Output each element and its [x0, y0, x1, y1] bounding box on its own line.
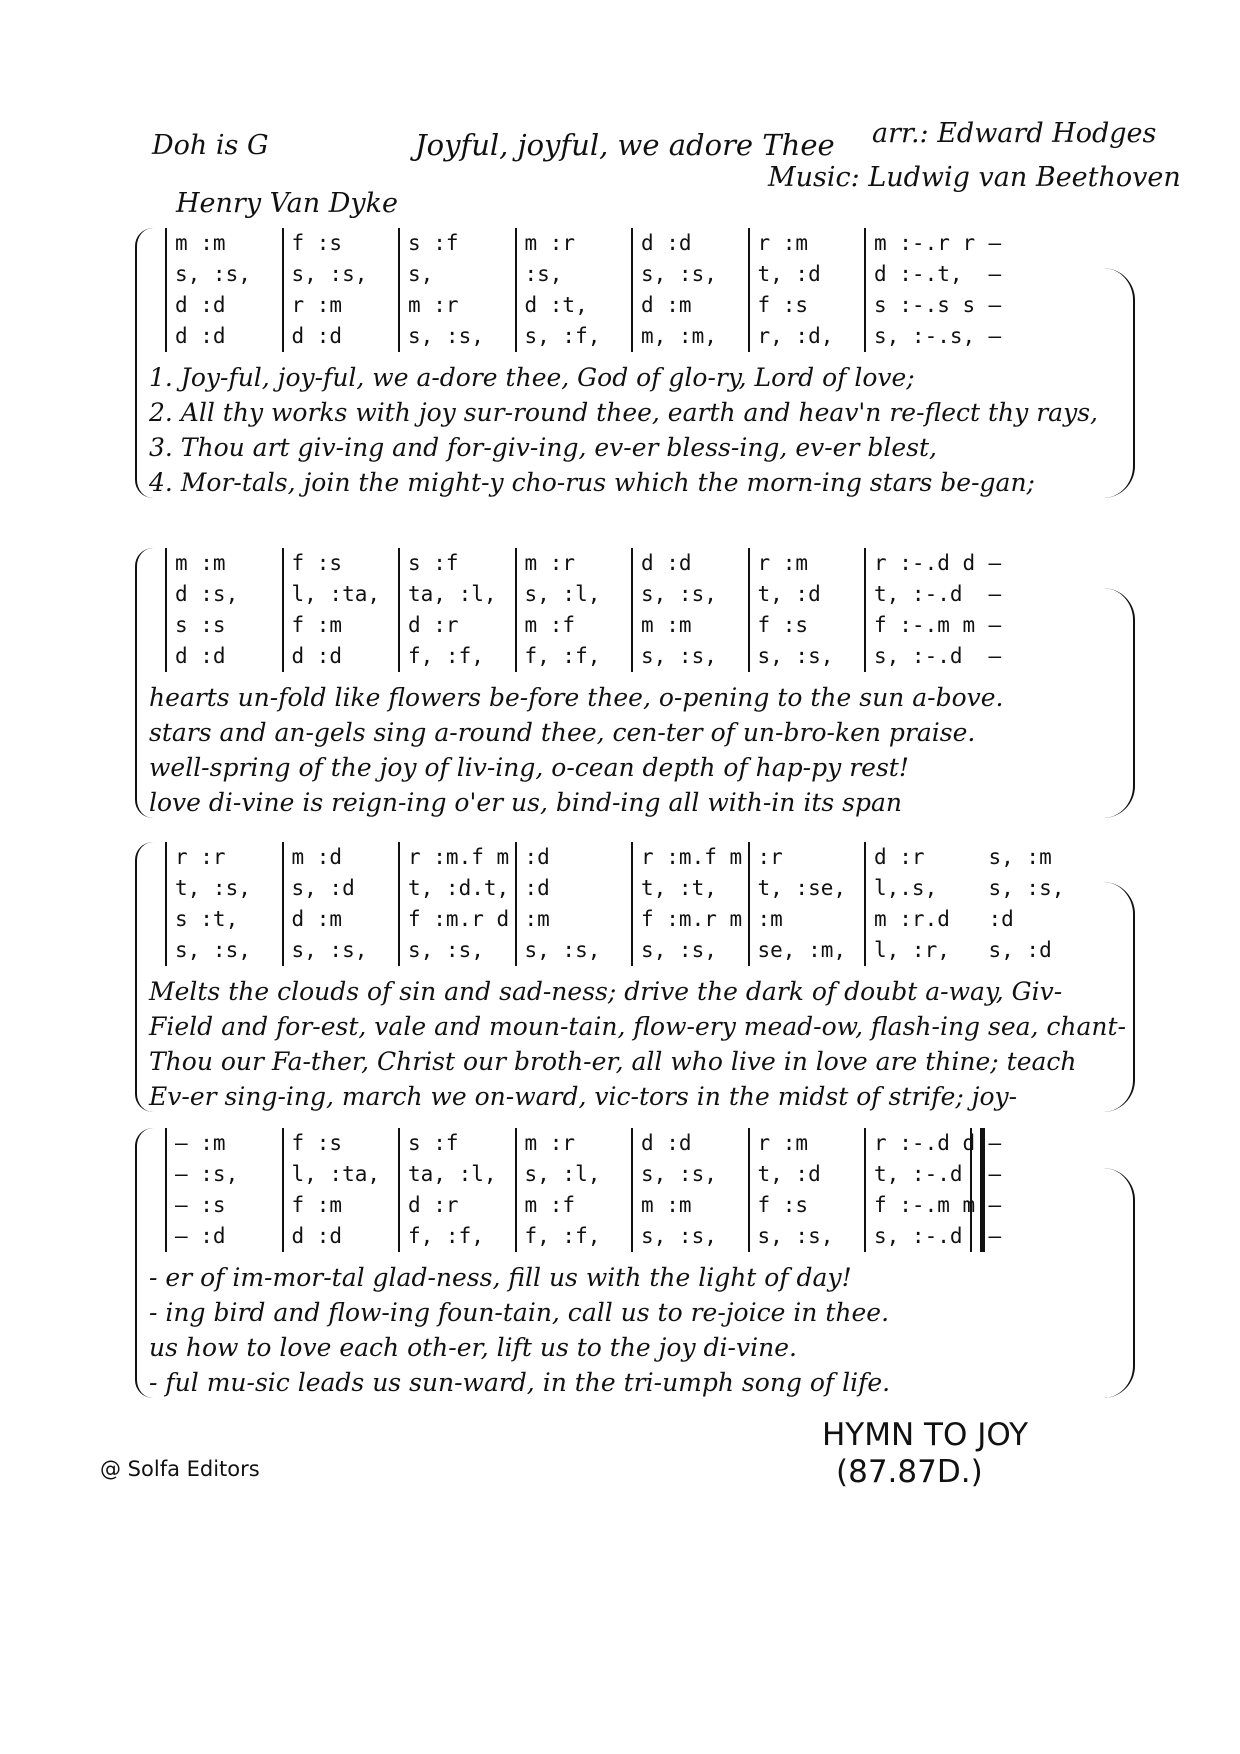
solfa-measure: s :t,: [165, 904, 282, 935]
solfa-measure: —: [988, 262, 1002, 286]
verse-line: Melts the clouds of sin and sad-ness; drive the dark of doubt a-way, Giv-: [149, 977, 1063, 1006]
solfa-measure: s, :l,: [515, 1159, 632, 1190]
solfa-measure: m :f: [515, 610, 632, 641]
solfa-measure: s, :-.d: [864, 641, 981, 672]
solfa-measure: r :m.f m: [631, 842, 748, 873]
solfa-measure: —: [988, 231, 1002, 255]
lyrics: [149, 680, 1049, 820]
solfa-measure: d :m: [282, 904, 399, 935]
solfa-measure: f :m.r d: [398, 904, 515, 935]
solfa-measure: m :r: [398, 290, 515, 321]
final-barline: [970, 1128, 985, 1252]
solfa-measure: s, :-.s,: [864, 321, 981, 352]
solfa-measure: r :m.f m: [398, 842, 515, 873]
solfa-measure: f :m: [282, 1190, 399, 1221]
solfa-parts: [165, 842, 1095, 966]
solfa-parts: [165, 1128, 1095, 1252]
music-system: [135, 1128, 1135, 1428]
voice-part: [165, 548, 1095, 579]
solfa-measure: f :s: [748, 610, 865, 641]
solfa-parts: [165, 548, 1095, 672]
verse-line: stars and an-gels sing a-round thee, cen-ter of un-bro-ken praise.: [149, 718, 976, 747]
solfa-measure: m :f: [515, 1190, 632, 1221]
solfa-measure: f :-.m m: [864, 1190, 981, 1221]
solfa-measure: f :m.r m: [631, 904, 748, 935]
voice-part: [165, 842, 1095, 873]
hymn-title: Joyful, joyful, we adore Thee: [415, 128, 835, 162]
voice-part: [165, 610, 1095, 641]
solfa-measure: s, :s,: [748, 1221, 865, 1252]
solfa-parts: [165, 228, 1095, 352]
solfa-measure: s, :s,: [631, 641, 748, 672]
solfa-measure: m :m: [165, 548, 282, 579]
solfa-measure: d :r: [398, 1190, 515, 1221]
verse-line: hearts un-fold like flowers be-fore thee, o-pening to the sun a-bove.: [149, 683, 1004, 712]
solfa-measure: d :t,: [515, 290, 632, 321]
solfa-measure: m :-.r r: [864, 228, 981, 259]
solfa-measure: s, :l,: [515, 579, 632, 610]
solfa-measure: d :d: [165, 641, 282, 672]
solfa-measure: f :m: [282, 610, 399, 641]
solfa-measure: :d: [988, 907, 1014, 931]
verse-brace: [1103, 882, 1135, 1112]
solfa-measure: s, :s,: [631, 1159, 748, 1190]
key-signature: Doh is G: [152, 130, 269, 161]
verse-line: 3. Thou art giv-ing and for-giv-ing, ev-er bless-ing, ev-er blest,: [149, 433, 937, 462]
voice-part: [165, 259, 1095, 290]
solfa-measure: d :r: [398, 610, 515, 641]
solfa-measure: r :-.d d: [864, 548, 981, 579]
solfa-measure: t, :d: [748, 259, 865, 290]
solfa-measure: l,.s,: [864, 873, 981, 904]
verse-line: - ing bird and flow-ing foun-tain, call us to re-joice in thee.: [149, 1298, 890, 1327]
solfa-measure: :s,: [515, 259, 632, 290]
voice-part: [165, 579, 1095, 610]
lyrics: [149, 974, 1127, 1114]
solfa-measure: s, :s,: [165, 259, 282, 290]
solfa-measure: f :s: [282, 1128, 399, 1159]
solfa-measure: — :m: [165, 1128, 282, 1159]
solfa-measure: f, :f,: [398, 1221, 515, 1252]
verse-line: us how to love each oth-er, lift us to the joy di-vine.: [149, 1333, 797, 1362]
solfa-measure: s, :s,: [988, 876, 1065, 900]
tune-meter: (87.87D.): [836, 1454, 983, 1490]
solfa-measure: d :s,: [165, 579, 282, 610]
solfa-measure: t, :d.t,: [398, 873, 515, 904]
music-system: [135, 548, 1135, 848]
solfa-measure: r, :d,: [748, 321, 865, 352]
verse-line: 4. Mor-tals, join the might-y cho-rus which the morn-ing stars be-gan;: [149, 468, 1035, 497]
solfa-measure: —: [988, 324, 1002, 348]
solfa-measure: r :m: [748, 548, 865, 579]
solfa-measure: —: [988, 1131, 1002, 1155]
lyrics: [149, 360, 1098, 500]
voice-part: [165, 935, 1095, 966]
solfa-measure: s, :d: [282, 873, 399, 904]
solfa-measure: t, :d: [748, 579, 865, 610]
solfa-measure: m, :m,: [631, 321, 748, 352]
copyright-notice: @ Solfa Editors: [100, 1457, 260, 1481]
solfa-measure: d :d: [165, 321, 282, 352]
solfa-measure: d :d: [631, 1128, 748, 1159]
solfa-measure: —: [988, 582, 1002, 606]
solfa-measure: s, :s,: [282, 259, 399, 290]
solfa-measure: f, :f,: [515, 1221, 632, 1252]
solfa-measure: s,: [398, 259, 515, 290]
voice-part: [165, 641, 1095, 672]
solfa-measure: ta, :l,: [398, 1159, 515, 1190]
solfa-measure: —: [988, 644, 1002, 668]
solfa-measure: r :-.d d: [864, 1128, 981, 1159]
solfa-measure: m :d: [282, 842, 399, 873]
voice-part: [165, 321, 1095, 352]
solfa-measure: d :d: [282, 1221, 399, 1252]
verse-brace: [1103, 588, 1135, 818]
voice-part: [165, 1190, 1095, 1221]
verse-line: 2. All thy works with joy sur-round thee, earth and heav'n re-flect thy rays,: [149, 398, 1098, 427]
solfa-measure: s :s: [165, 610, 282, 641]
solfa-measure: :r: [748, 842, 865, 873]
tune-name: HYMN TO JOY: [822, 1417, 1029, 1453]
verse-line: Field and for-est, vale and moun-tain, flow-ery mead-ow, flash-ing sea, chant-: [149, 1012, 1127, 1041]
solfa-measure: s :f: [398, 228, 515, 259]
solfa-measure: f, :f,: [398, 641, 515, 672]
solfa-measure: :d: [515, 873, 632, 904]
solfa-measure: t, :s,: [165, 873, 282, 904]
solfa-measure: m :m: [165, 228, 282, 259]
solfa-measure: m :r: [515, 1128, 632, 1159]
solfa-measure: r :m: [282, 290, 399, 321]
solfa-measure: r :m: [748, 1128, 865, 1159]
solfa-measure: m :r: [515, 228, 632, 259]
solfa-measure: t, :d: [748, 1159, 865, 1190]
solfa-measure: —: [988, 1162, 1002, 1186]
solfa-measure: s :f: [398, 1128, 515, 1159]
solfa-measure: f :s: [282, 228, 399, 259]
solfa-measure: f :s: [748, 290, 865, 321]
solfa-measure: l, :r,: [864, 935, 981, 966]
voice-part: [165, 228, 1095, 259]
music-system: [135, 228, 1135, 528]
solfa-measure: l, :ta,: [282, 579, 399, 610]
solfa-measure: ta, :l,: [398, 579, 515, 610]
voice-part: [165, 873, 1095, 904]
music-system: [135, 842, 1135, 1142]
solfa-measure: —: [988, 551, 1002, 575]
solfa-measure: — :s,: [165, 1159, 282, 1190]
solfa-measure: s, :s,: [398, 321, 515, 352]
voice-part: [165, 290, 1095, 321]
solfa-measure: m :m: [631, 610, 748, 641]
solfa-measure: r :r: [165, 842, 282, 873]
solfa-measure: m :r: [515, 548, 632, 579]
arranger-credit: arr.: Edward Hodges: [872, 118, 1157, 149]
solfa-measure: —: [988, 1193, 1002, 1217]
solfa-measure: f, :f,: [515, 641, 632, 672]
voice-part: [165, 1159, 1095, 1190]
solfa-measure: s, :s,: [748, 641, 865, 672]
verse-brace: [1103, 1168, 1135, 1398]
solfa-measure: — :d: [165, 1221, 282, 1252]
solfa-measure: se, :m,: [748, 935, 865, 966]
solfa-measure: d :r: [864, 842, 981, 873]
lyricist-credit: Henry Van Dyke: [176, 188, 398, 219]
solfa-measure: t, :-.d: [864, 579, 981, 610]
solfa-measure: d :d: [631, 548, 748, 579]
solfa-measure: :m: [515, 904, 632, 935]
solfa-measure: f :s: [748, 1190, 865, 1221]
voice-part: [165, 1128, 1095, 1159]
voice-part: [165, 904, 1095, 935]
solfa-measure: s, :s,: [631, 935, 748, 966]
solfa-measure: r :m: [748, 228, 865, 259]
solfa-measure: f :s: [282, 548, 399, 579]
solfa-measure: s, :s,: [165, 935, 282, 966]
verse-line: love di-vine is reign-ing o'er us, bind-ing all with-in its span: [149, 788, 903, 817]
verse-line: - er of im-mor-tal glad-ness, fill us with the light of day!: [149, 1263, 852, 1292]
solfa-measure: :d: [515, 842, 632, 873]
solfa-measure: s, :s,: [398, 935, 515, 966]
solfa-measure: s :f: [398, 548, 515, 579]
solfa-measure: s, :s,: [631, 579, 748, 610]
solfa-measure: d :m: [631, 290, 748, 321]
solfa-measure: :m: [748, 904, 865, 935]
solfa-measure: d :d: [631, 228, 748, 259]
solfa-measure: m :r.d: [864, 904, 981, 935]
voice-part: [165, 1221, 1095, 1252]
solfa-measure: s :-.s s: [864, 290, 981, 321]
solfa-measure: s, :f,: [515, 321, 632, 352]
solfa-measure: d :-.t,: [864, 259, 981, 290]
solfa-measure: f :-.m m: [864, 610, 981, 641]
solfa-measure: l, :ta,: [282, 1159, 399, 1190]
verse-line: Ev-er sing-ing, march we on-ward, vic-tors in the midst of strife; joy-: [149, 1082, 1018, 1111]
solfa-measure: s, :m: [988, 845, 1052, 869]
solfa-measure: t, :-.d: [864, 1159, 981, 1190]
verse-line: well-spring of the joy of liv-ing, o-cean depth of hap-py rest!: [149, 753, 909, 782]
solfa-measure: —: [988, 1224, 1002, 1248]
solfa-measure: s, :s,: [631, 259, 748, 290]
solfa-measure: —: [988, 613, 1002, 637]
verse-line: Thou our Fa-ther, Christ our broth-er, all who live in love are thine; teach: [149, 1047, 1077, 1076]
solfa-measure: s, :s,: [515, 935, 632, 966]
solfa-measure: s, :s,: [631, 1221, 748, 1252]
solfa-measure: d :d: [282, 641, 399, 672]
verse-brace: [1103, 268, 1135, 498]
solfa-measure: m :m: [631, 1190, 748, 1221]
lyrics: [149, 1260, 1049, 1400]
solfa-measure: s, :s,: [282, 935, 399, 966]
solfa-measure: d :d: [282, 321, 399, 352]
solfa-measure: t, :t,: [631, 873, 748, 904]
solfa-measure: d :d: [165, 290, 282, 321]
verse-line: - ful mu-sic leads us sun-ward, in the tri-umph song of life.: [149, 1368, 891, 1397]
composer-credit: Music: Ludwig van Beethoven: [768, 162, 1181, 193]
verse-line: 1. Joy-ful, joy-ful, we a-dore thee, God of glo-ry, Lord of love;: [149, 363, 915, 392]
solfa-measure: t, :se,: [748, 873, 865, 904]
solfa-measure: — :s: [165, 1190, 282, 1221]
solfa-measure: —: [988, 293, 1002, 317]
solfa-measure: s, :d: [988, 938, 1052, 962]
solfa-measure: s, :-.d: [864, 1221, 981, 1252]
